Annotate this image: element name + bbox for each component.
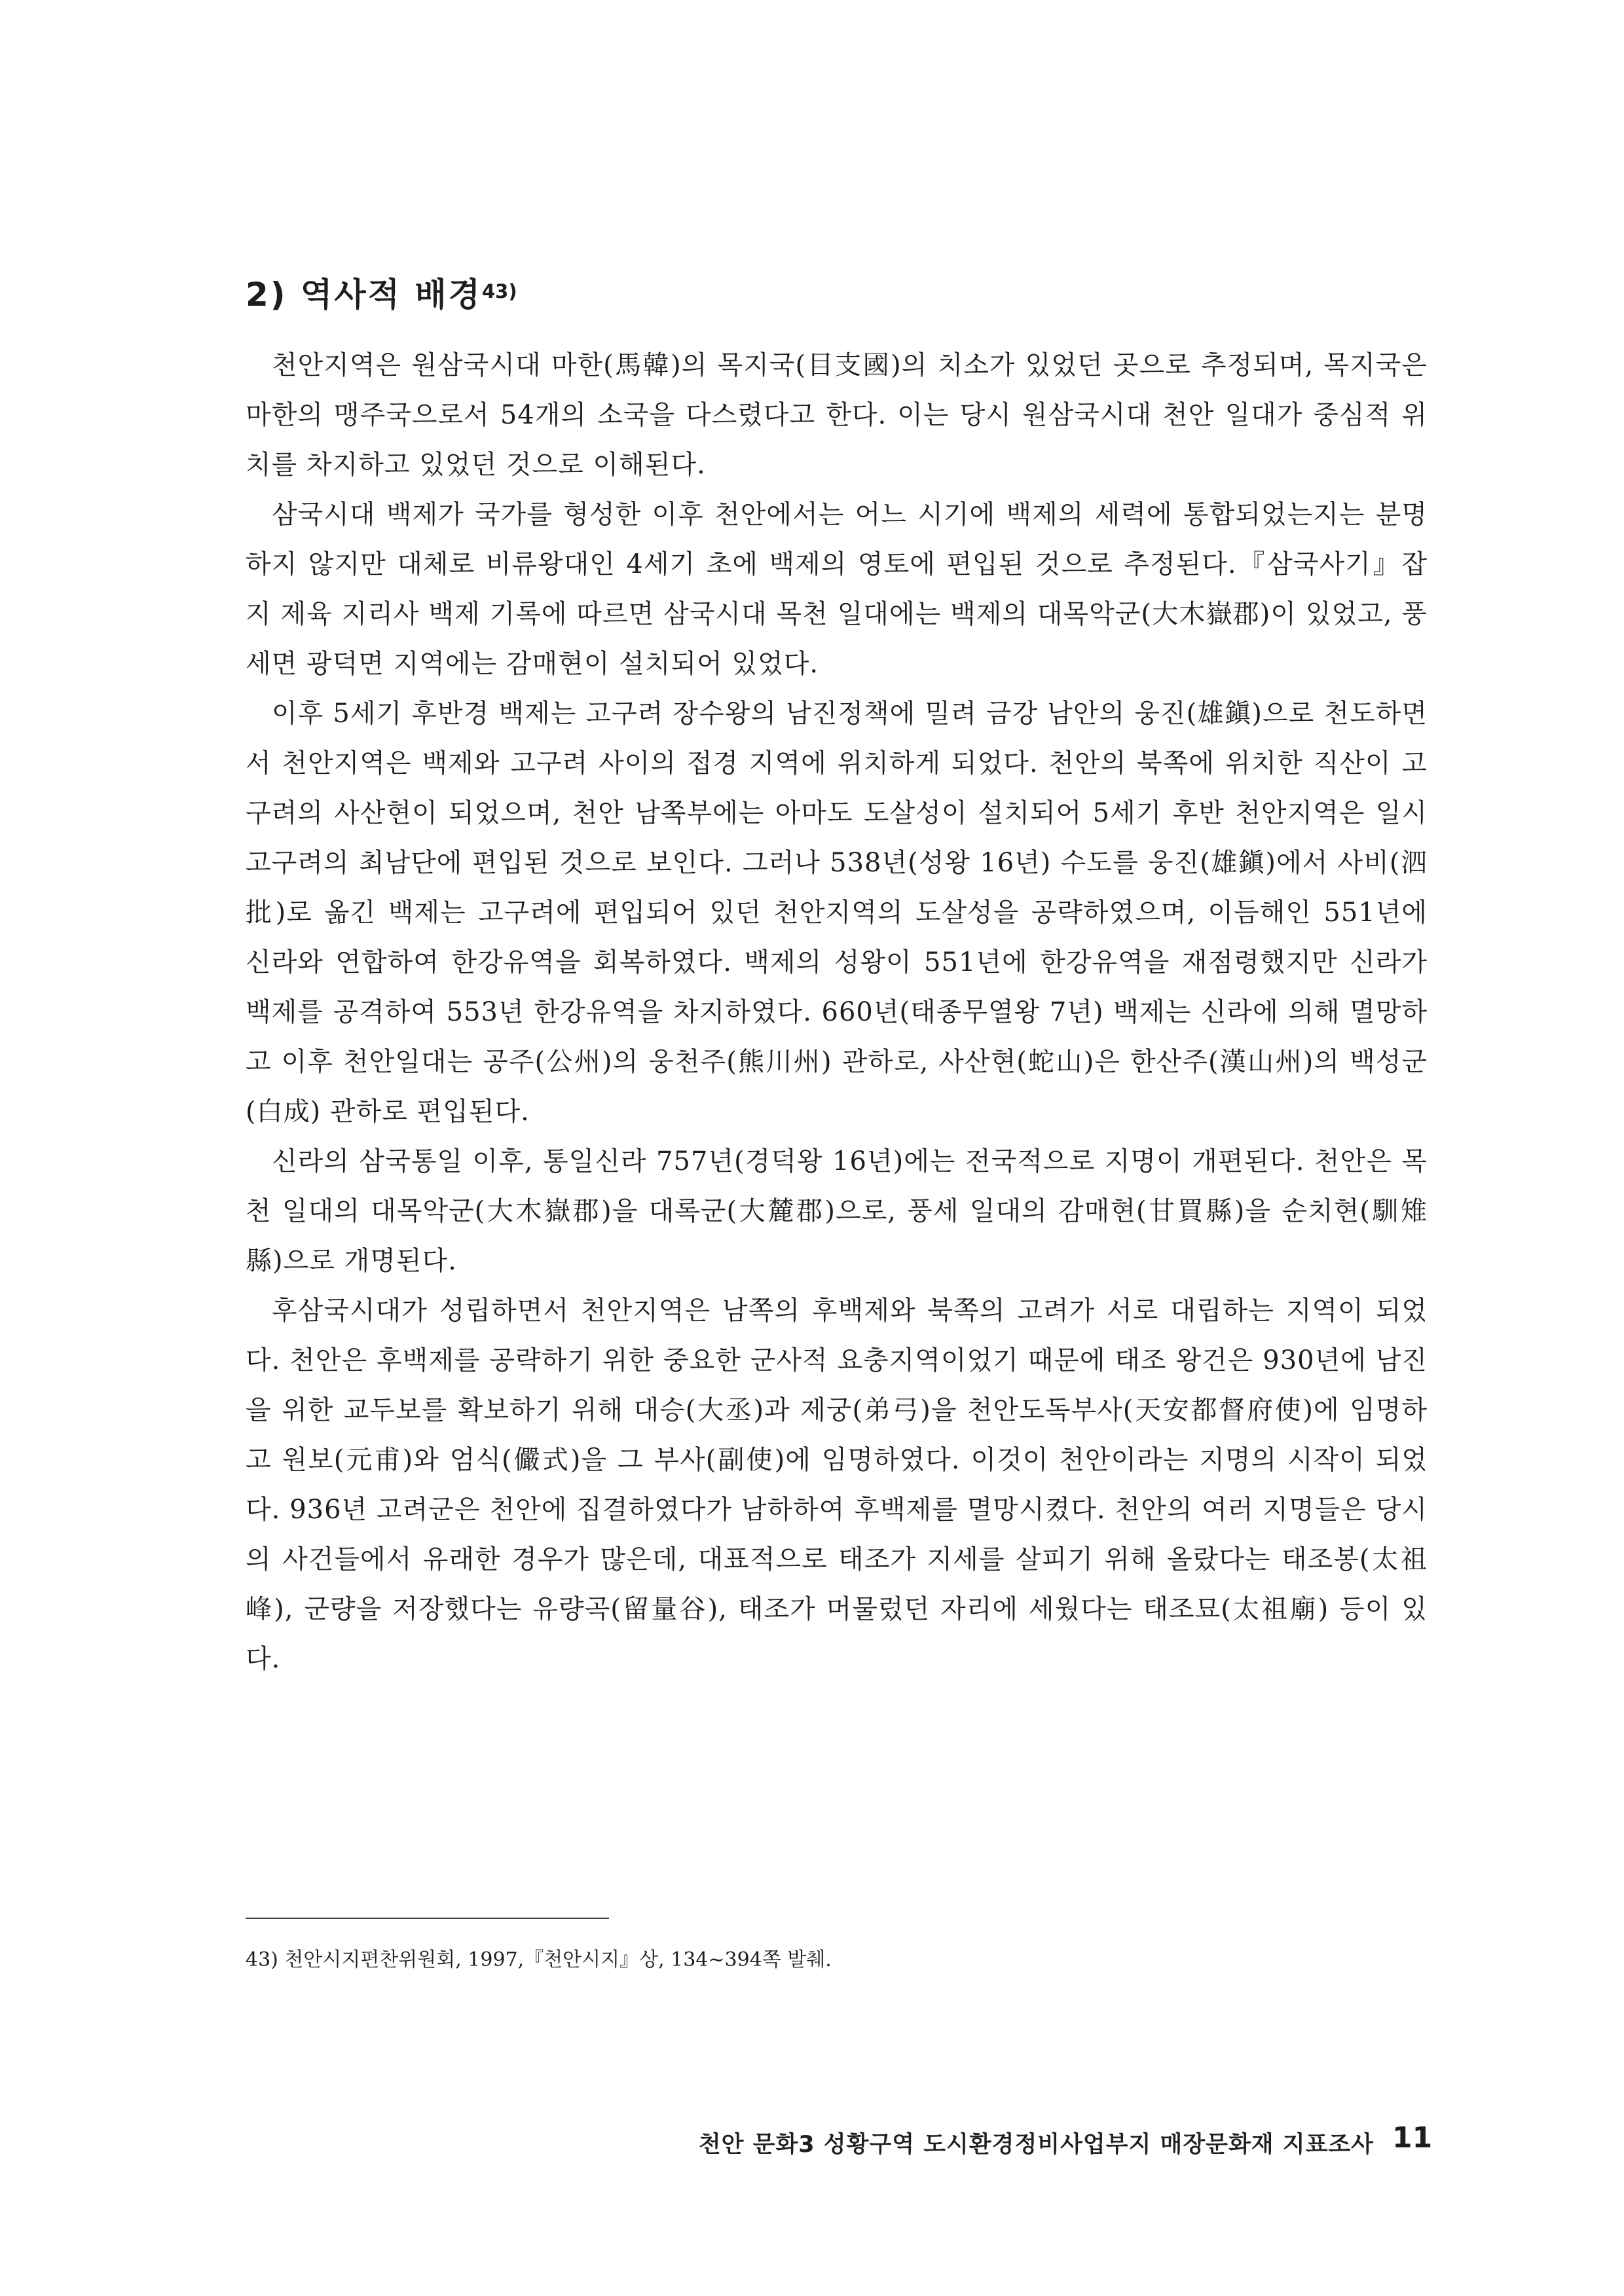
paragraph-3: 이후 5세기 후반경 백제는 고구려 장수왕의 남진정책에 밀려 금강 남안의 웅진(雄鎭)으로 천도하면서 천안지역은 백제와 고구려 사이의 접경 지역에 위치하게 되었다. 천안의 북쪽에 위치한 직산이 고구려의 사산현이 되었으며, 천안 남쪽부에는 아마도 도살성이 설치되어 5세기 후반 천안지역은 일시 고구려의 최남단에 편입된 것으로 보인다. 그러나 538년(성왕 16년) 수도를 웅진(雄鎭)에서 사비(泗批)로 옮긴 백제는 고구려에 편입되어 있던 천안지역의 도살성을 공략하였으며, 이듬해인 551년에 신라와 연합하여 한강유역을 회복하였다. 백제의 성왕이 551년에 한강유역을 재점령했지만 신라가 백제를 공격하여 553년 한강유역을 차지하였다. 660년(태종무열왕 7년) 백제는 신라에 의해 멸망하고 이후 천안일대는 공주(公州)의 웅천주(熊川州) 관하로, 사산현(蛇山)은 한산주(漢山州)의 백성군(白成) 관하로 편입된다. xyxy=(246,699,1428,1127)
footnote-reference[interactable]: 43) xyxy=(481,280,517,302)
footer-title: 천안 문화3 성황구역 도시환경정비사업부지 매장문화재 지표조사 xyxy=(698,2132,1374,2158)
footnote-divider xyxy=(246,1918,609,1919)
paragraph-2: 삼국시대 백제가 국가를 형성한 이후 천안에서는 어느 시기에 백제의 세력에 통합되었는지는 분명하지 않지만 대체로 비류왕대인 4세기 초에 백제의 영토에 편입된 것으로 추정된다.『삼국사기』잡지 제육 지리사 백제 기록에 따르면 삼국시대 목천 일대에는 백제의 대목악군(大木嶽郡)이 있었고, 풍세면 광덕면 지역에는 감매현이 설치되어 있었다. xyxy=(246,500,1428,679)
section-heading-text: 2) 역사적 배경 xyxy=(246,276,482,314)
page-number: 11 xyxy=(1392,2121,1433,2155)
paragraph-1: 천안지역은 원삼국시대 마한(馬韓)의 목지국(目支國)의 치소가 있었던 곳으로 추정되며, 목지국은 마한의 맹주국으로서 54개의 소국을 다스렸다고 한다. 이는 당시 원삼국시대 천안 일대가 중심적 위치를 차지하고 있었던 것으로 이해된다. xyxy=(246,350,1428,480)
body-text xyxy=(246,340,1428,1684)
paragraph-4: 신라의 삼국통일 이후, 통일신라 757년(경덕왕 16년)에는 전국적으로 지명이 개편된다. 천안은 목천 일대의 대목악군(大木嶽郡)을 대록군(大麓郡)으로, 풍세 일대의 감매현(甘買縣)을 순치현(馴雉縣)으로 개명된다. xyxy=(246,1146,1428,1276)
paragraph-5: 후삼국시대가 성립하면서 천안지역은 남쪽의 후백제와 북쪽의 고려가 서로 대립하는 지역이 되었다. 천안은 후백제를 공략하기 위한 중요한 군사적 요충지역이었기 때문에 태조 왕건은 930년에 남진을 위한 교두보를 확보하기 위해 대승(大丞)과 제궁(弟弓)을 천안도독부사(天安都督府使)에 임명하고 원보(元甫)와 엄식(儼式)을 그 부사(副使)에 임명하였다. 이것이 천안이라는 지명의 시작이 되었다. 936년 고려군은 천안에 집결하였다가 남하하여 후백제를 멸망시켰다. 천안의 여러 지명들은 당시의 사건들에서 유래한 경우가 많은데, 대표적으로 태조가 지세를 살피기 위해 올랐다는 태조봉(太祖峰), 군량을 저장했다는 유량곡(留量谷), 태조가 머물렀던 자리에 세웠다는 태조묘(太祖廟) 등이 있다. xyxy=(246,1296,1428,1674)
footnote: 43) 천안시지편찬위원회, 1997,『천안시지』상, 134~394쪽 발췌. xyxy=(246,1948,832,1971)
section-heading xyxy=(246,268,517,316)
